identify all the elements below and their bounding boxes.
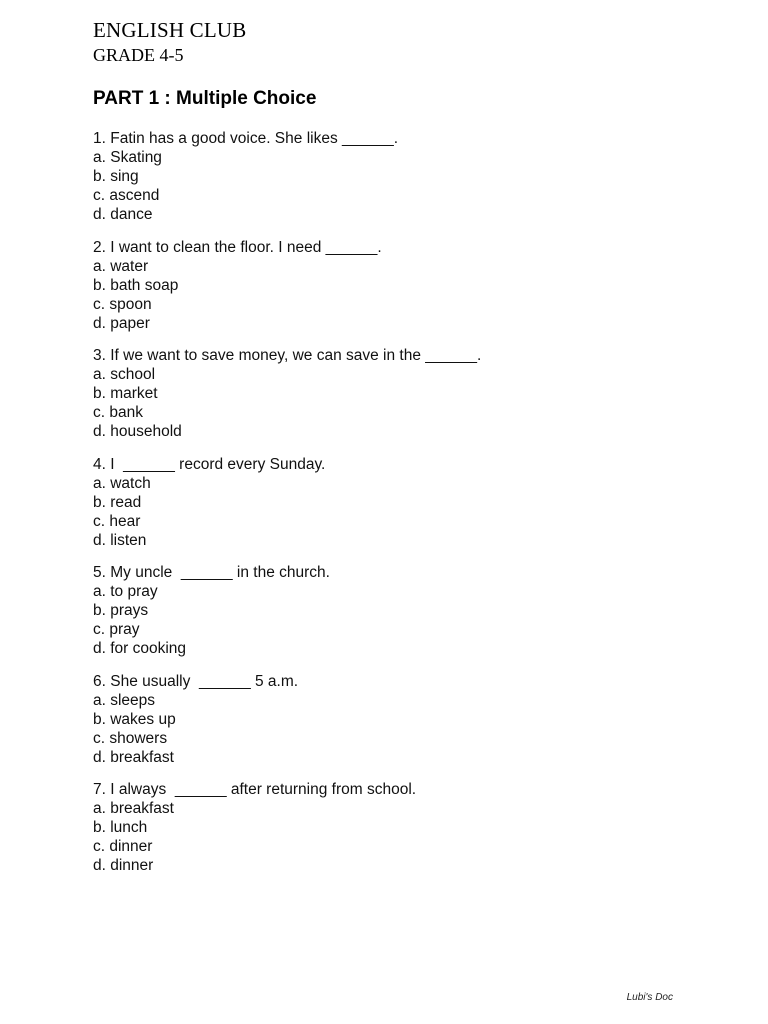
answer-option: b. wakes up <box>93 710 176 728</box>
answer-option: b. prays <box>93 602 149 619</box>
answer-option: c. showers <box>93 729 168 747</box>
document-footer: Lubi's Doc <box>626 992 673 1003</box>
question-7 <box>93 780 481 875</box>
answer-option: b. sing <box>93 168 139 185</box>
answer-option: a. school <box>93 366 156 383</box>
answer-option: a. sleeps <box>93 691 156 709</box>
question-stem: 6. She usually ______ 5 a.m. <box>93 672 299 690</box>
question-2 <box>93 238 481 333</box>
question-stem: 2. I want to clean the floor. I need ______. <box>93 238 382 256</box>
question-5 <box>93 563 481 658</box>
question-stem: 5. My uncle ______ in the church. <box>93 564 330 581</box>
question-1 <box>93 129 481 224</box>
answer-option: d. for cooking <box>93 640 187 657</box>
answer-option: c. bank <box>93 404 143 421</box>
question-stem: 3. If we want to save money, we can save in the ______. <box>93 347 482 364</box>
answer-option: a. water <box>93 257 149 275</box>
answer-option: d. paper <box>93 314 150 332</box>
answer-option: c. ascend <box>93 187 160 204</box>
answer-option: a. breakfast <box>93 800 174 817</box>
answer-option: b. lunch <box>93 819 148 836</box>
question-6 <box>93 672 481 767</box>
part-title: PART 1 : Multiple Choice <box>93 88 317 109</box>
answer-option: c. pray <box>93 621 140 638</box>
answer-option: d. breakfast <box>93 748 174 766</box>
answer-option: a. to pray <box>93 583 158 600</box>
club-title: ENGLISH CLUB <box>93 18 247 42</box>
answer-option: c. hear <box>93 512 141 530</box>
answer-option: d. household <box>93 423 182 440</box>
question-stem: 4. I ______ record every Sunday. <box>93 455 326 473</box>
answer-option: c. dinner <box>93 838 153 855</box>
question-stem: 1. Fatin has a good voice. She likes ______. <box>93 130 399 147</box>
answer-option: d. dance <box>93 206 153 223</box>
question-4 <box>93 455 481 550</box>
answer-option: c. spoon <box>93 295 152 313</box>
answer-option: a. watch <box>93 474 151 492</box>
answer-option: b. read <box>93 493 142 511</box>
question-stem: 7. I always ______ after returning from school. <box>93 781 417 798</box>
grade-label: GRADE 4-5 <box>93 45 184 65</box>
answer-option: b. market <box>93 385 158 402</box>
question-3 <box>93 346 481 441</box>
answer-option: b. bath soap <box>93 276 179 294</box>
worksheet-header <box>93 18 246 67</box>
answer-option: a. Skating <box>93 149 162 166</box>
answer-option: d. listen <box>93 531 147 549</box>
question-list <box>93 129 481 889</box>
answer-option: d. dinner <box>93 857 154 874</box>
